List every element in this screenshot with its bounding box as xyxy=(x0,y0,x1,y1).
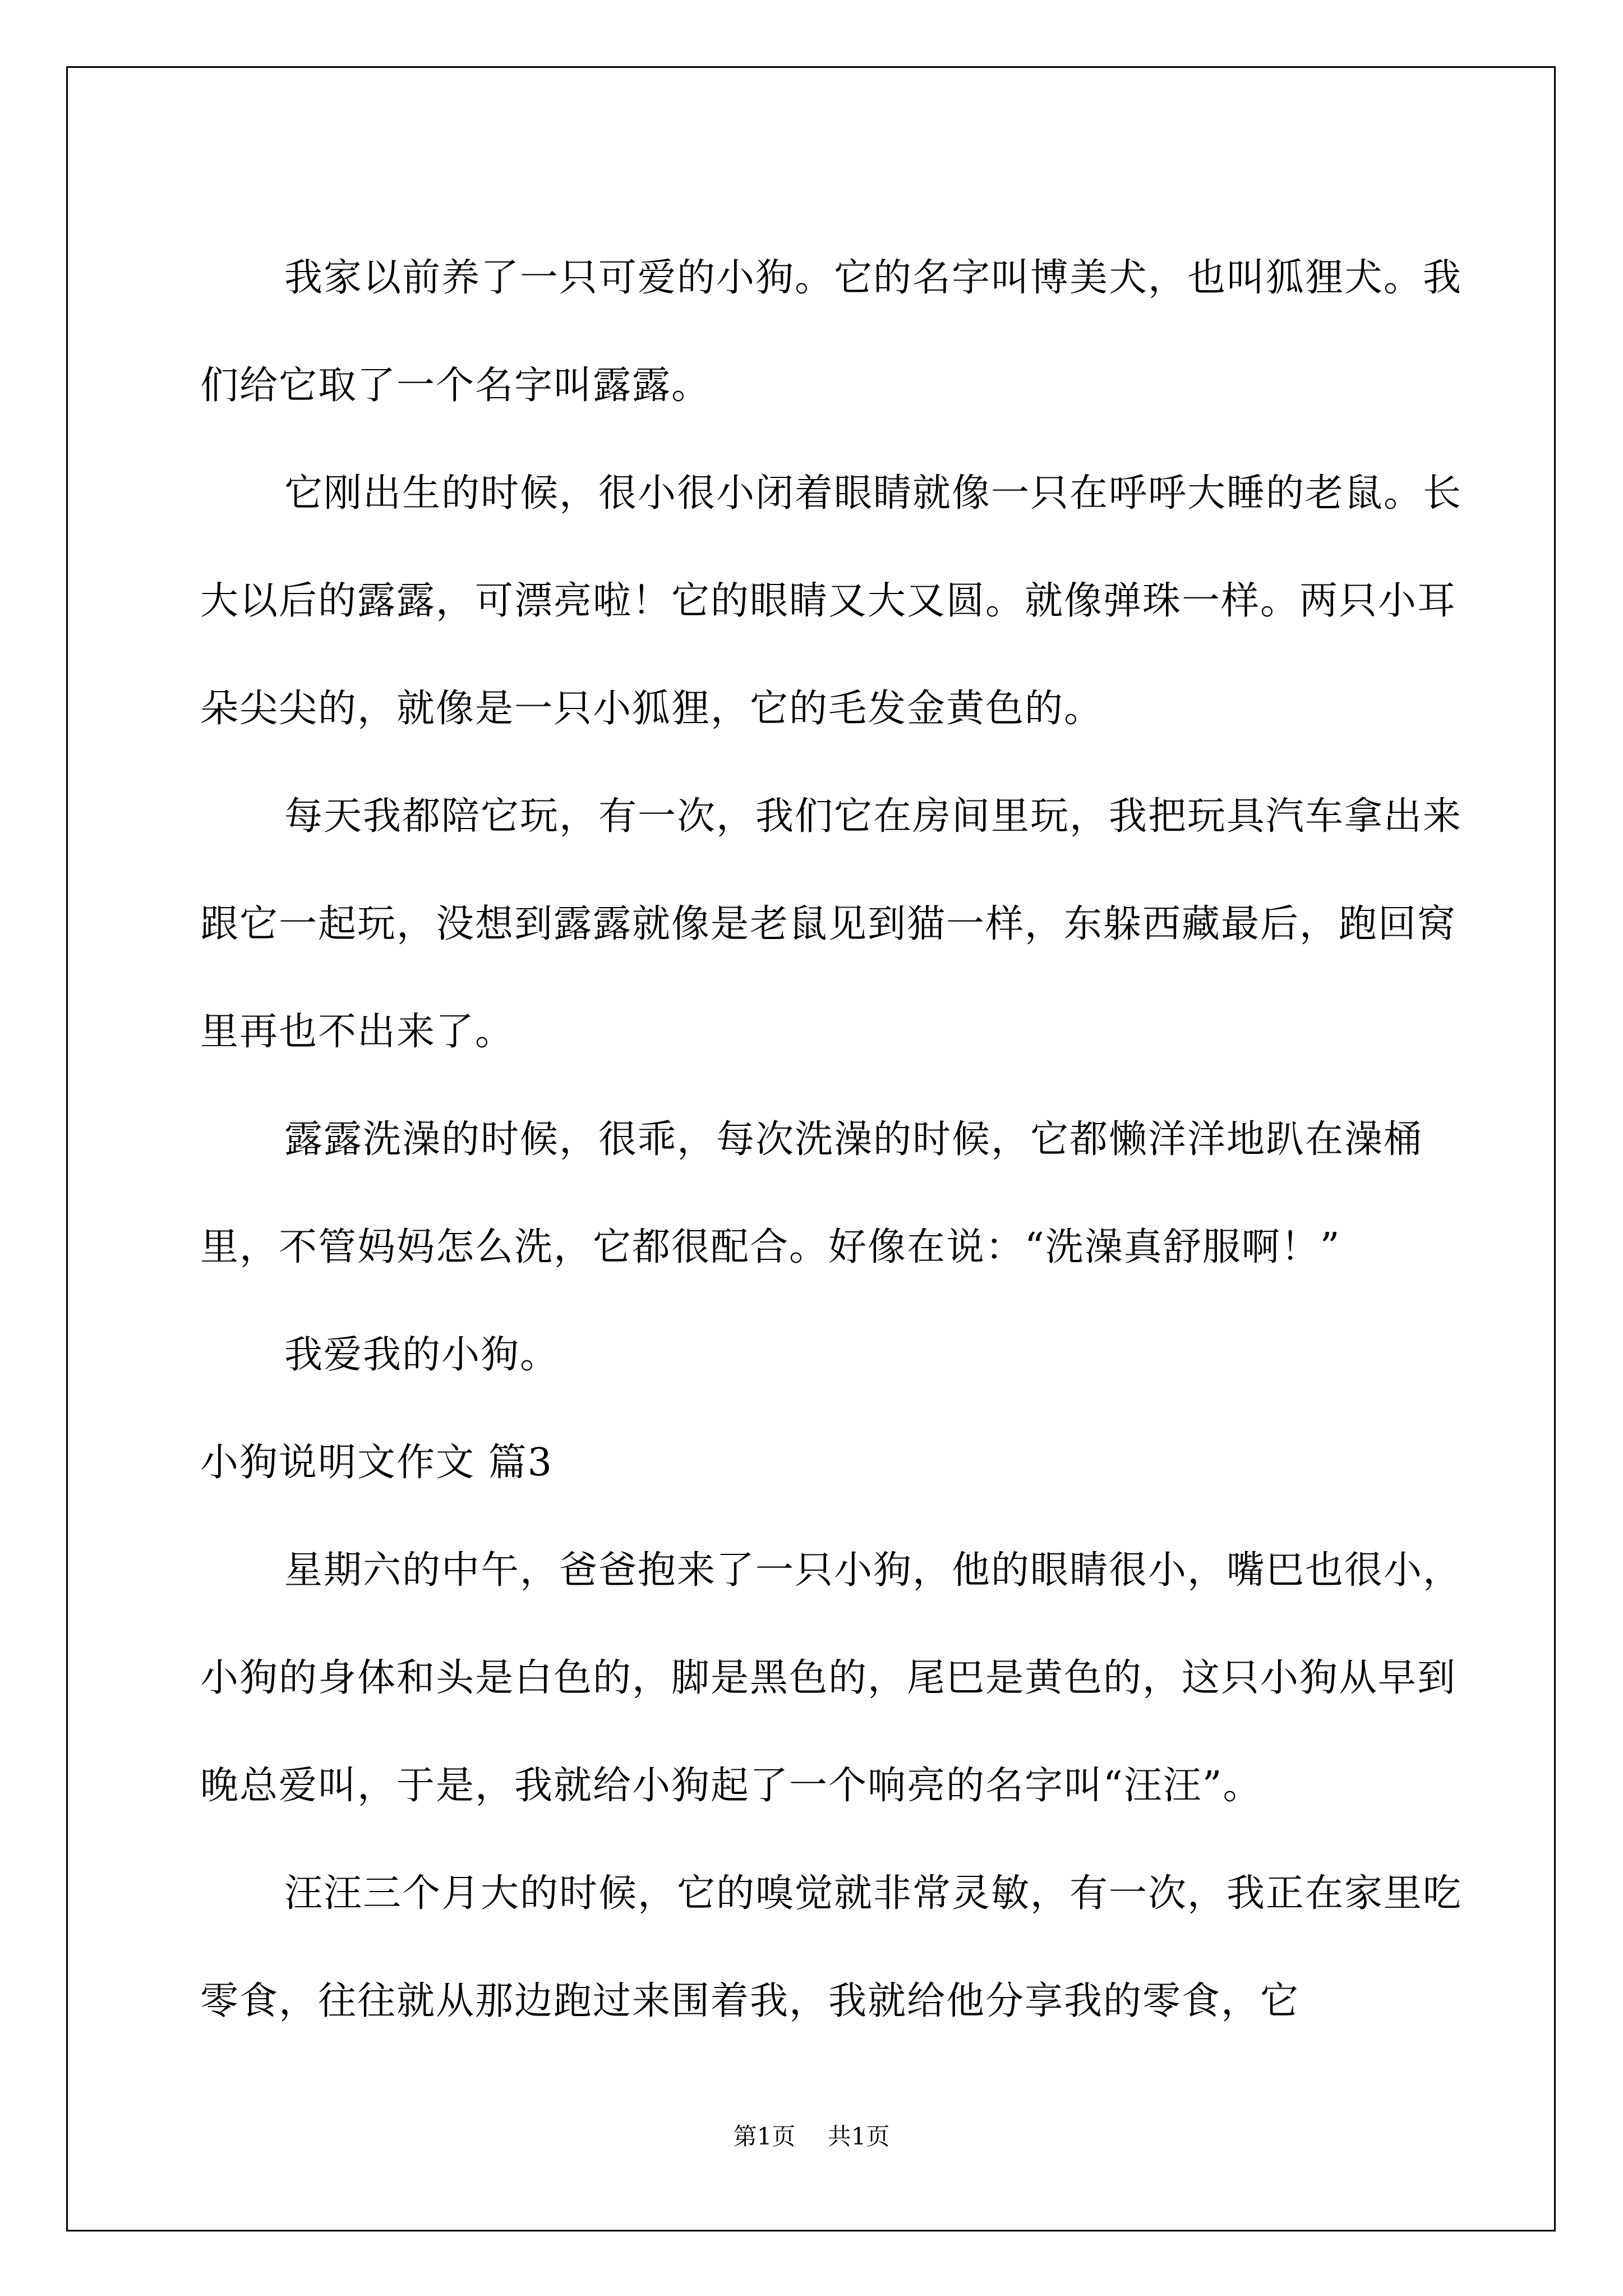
paragraph-5: 我爱我的小狗。 xyxy=(284,1333,560,1377)
paragraph-2: 它刚出生的时候，很小很小闭着眼睛就像一只在呼呼大睡的老鼠。长大以后的露露，可漂亮啦！它的眼睛又大又圆。就像弹珠一样。两只小耳朵尖尖的，就像是一只小狐狸，它的毛发金黄色的。 xyxy=(200,471,1463,731)
page-footer xyxy=(0,2118,1623,2152)
page-number: 第1页 xyxy=(733,2123,796,2150)
document-body xyxy=(200,224,1468,2055)
paragraph-1: 我家以前养了一只可爱的小狗。它的名字叫博美犬，也叫狐狸犬。我们给它取了一个名字叫露露。 xyxy=(200,256,1463,408)
section-heading: 小狗说明文作文 篇3 xyxy=(200,1441,553,1485)
page-total: 共1页 xyxy=(827,2123,890,2150)
paragraph-4: 露露洗澡的时候，很乖，每次洗澡的时候，它都懒洋洋地趴在澡桶里，不管妈妈怎么洗，它都很配合。好像在说：“洗澡真舒服啊！” xyxy=(200,1117,1423,1269)
paragraph-3: 每天我都陪它玩，有一次，我们它在房间里玩，我把玩具汽车拿出来跟它一起玩，没想到露露就像是老鼠见到猫一样，东躲西藏最后，跑回窝里再也不出来了。 xyxy=(200,794,1463,1054)
paragraph-7: 汪汪三个月大的时候，它的嗅觉就非常灵敏，有一次，我正在家里吃零食，往往就从那边跑过来围着我，我就给他分享我的零食，它 xyxy=(200,1871,1463,2023)
paragraph-6: 星期六的中午，爸爸抱来了一只小狗，他的眼睛很小，嘴巴也很小，小狗的身体和头是白色的，脚是黑色的，尾巴是黄色的，这只小狗从早到晚总爱叫，于是，我就给小狗起了一个响亮的名字叫“汪汪”。 xyxy=(200,1548,1463,1808)
